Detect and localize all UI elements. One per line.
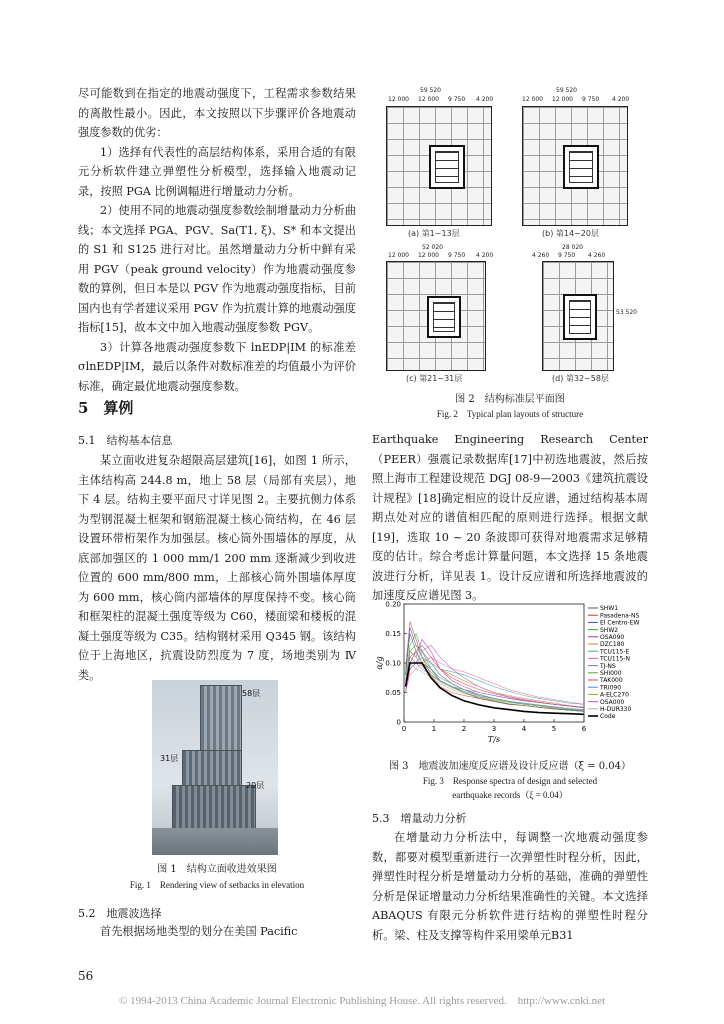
y-tick-label: 0.10	[385, 659, 401, 668]
plan-b	[522, 106, 628, 226]
legend-label: OSA000	[600, 698, 625, 706]
figure-2-plans	[372, 84, 648, 384]
plan-d	[542, 261, 614, 371]
y-tick-label: 0.15	[385, 630, 401, 638]
dim-d-total: 28 020	[562, 244, 583, 251]
dim-a-total: 59 520	[420, 87, 441, 94]
dim-a-3: 9 750	[448, 96, 466, 103]
legend-label: DZC180	[600, 641, 625, 649]
label-58f: 58层	[242, 689, 261, 698]
legend-label: OSA090	[600, 634, 625, 641]
legend-label: TCU115-N	[600, 655, 630, 663]
dim-b-3: 9 750	[582, 96, 600, 103]
dim-c-4: 4 200	[476, 252, 494, 259]
x-tick-label: 6	[581, 725, 587, 733]
plan-c	[386, 261, 486, 371]
copyright-footer: © 1994-2013 China Academic Journal Electronic Publishing House. All rights reserved. http://www.cnki.net	[118, 995, 606, 1007]
legend-label: SHW1	[600, 605, 619, 613]
plan-c-label: (c) 第21~31层	[406, 374, 463, 383]
dim-b-total: 59 520	[556, 87, 577, 94]
label-31f: 31层	[160, 754, 179, 763]
figure-3-chart	[372, 596, 648, 754]
series-line-tcu115-e	[406, 657, 585, 704]
legend-label: H-DUR330	[600, 706, 632, 713]
legend-label: SHI000	[600, 670, 622, 677]
y-tick-label: 0.05	[385, 689, 401, 697]
legend-label: TCU115-E	[600, 648, 630, 656]
legend-label: Pasadena-NS	[600, 612, 640, 620]
subsection-5-1-heading: 5.1 结构基本信息	[78, 434, 173, 447]
plot-area	[375, 601, 587, 745]
x-tick-label: 1	[431, 725, 437, 733]
plan-d-label: (d) 第32~58层	[552, 374, 609, 383]
legend-label: SHW2	[600, 626, 619, 634]
dim-a-1: 12 000	[388, 96, 409, 103]
peer-paragraph: Earthquake Engineering Research Center（PEER）强震记录数据库[17]中初选地震波，然后按照上海市工程建设规范 DGJ 08-9—2003《建筑抗震设计规程》[18]确定相应的设计反应谱，通过结构基本周期点处对应的谱值相匹配的原则进行选择。根据文献[19]，选取 10 ~ 20 条波即可获得对地震需求足够精度的估计。综合考虑计算量问题，本文选择 15 条地震波进行分析，详见表 1。设计反应谱和所选择地震波的加速度反应谱见图 3。	[372, 433, 648, 602]
figure-3-caption-en-1: Fig. 3 Response spectra of design and selected	[422, 776, 598, 786]
dim-c-total: 52 020	[422, 244, 443, 251]
legend-label: El Centro-EW	[600, 619, 640, 627]
plan-a	[386, 106, 492, 226]
dim-a-2: 12 000	[418, 96, 439, 103]
label-20f: 20层	[246, 781, 265, 790]
legend-label: Code	[600, 713, 616, 721]
section-5-1-body	[78, 451, 356, 685]
section-5-2-paragraph: 首先根据场地类型的划分在美国 Pacific	[100, 925, 298, 938]
section-5-2-body	[78, 922, 356, 942]
peer-paragraph-block	[372, 430, 648, 606]
legend-label: TRI090	[600, 684, 622, 692]
dim-b-2: 12 000	[552, 96, 573, 103]
x-axis-label: T/s	[487, 735, 501, 744]
step-3-paragraph: 3）计算各地震动强度参数下 lnEDP|IM 的标准差 σlnEDP|IM，最后以条件对数标准差的均值最小为评价标准，确定最优地震动强度参数。	[78, 340, 356, 393]
figure-3-caption-en-2: earthquake records（ξ = 0.04）	[452, 790, 568, 800]
city-skyline	[152, 828, 278, 855]
x-tick-label: 3	[491, 725, 497, 733]
dim-c-3: 9 750	[448, 252, 466, 259]
figure-2-caption-en: Fig. 2 Typical plan layouts of structure	[436, 409, 584, 419]
left-column	[78, 84, 356, 396]
dim-c-2: 12 000	[418, 252, 439, 259]
dim-c-1: 12 000	[388, 252, 409, 259]
chart-legend	[588, 605, 639, 720]
x-tick-label: 4	[521, 725, 527, 733]
figure-3-caption-cn: 图 3 地震波加速度反应谱及设计反应谱（ξ = 0.04）	[388, 761, 632, 772]
dim-d-3: 4 260	[588, 252, 606, 259]
section-5-1-paragraph: 某立面收进复杂超限高层建筑[16]，如图 1 所示，主体结构高 244.8 m，地上 58 层（局部有夹层），地下 4 层。结构主要平面尺寸详见图 2。主要抗侧力体系为型钢混凝土框架和钢筋混凝土核心筒结构，在 46 层设置环带桁架作为加强层。核心筒外围墙体的厚度，从底部加强区的 1 000 mm/1 200 mm 逐渐减少到收进位置的 600 mm/800 mm，上部核心筒外围墙体厚度为 600 mm，核心筒内部墙体的厚度保持不变。核心筒和框架柱的混凝土强度等级为 C60，楼面梁和楼板的混凝土强度等级为 C35。结构钢材采用 Q345 钢。该结构位于上海地区，抗震设防烈度为 7 度，场地类别为 Ⅳ 类。	[78, 454, 356, 682]
subsection-5-3-heading: 5.3 增量动力分析	[372, 812, 467, 825]
figure-1-caption-en: Fig. 1 Rendering view of setbacks in elevation	[129, 880, 305, 890]
legend-label: TAK000	[600, 677, 623, 685]
dim-b-4: 4 200	[612, 96, 630, 103]
dim-a-4: 4 200	[476, 96, 494, 103]
dim-d-1: 4 260	[532, 252, 550, 259]
x-tick-label: 5	[551, 725, 557, 733]
step-1-paragraph: 1）选择有代表性的高层结构体系，采用合适的有限元分析软件建立弹塑性分析模型，选择输入地震动记录，按照 PGA 比例调幅进行增量动力分析。	[78, 145, 356, 198]
y-tick-label: 0.20	[385, 600, 401, 609]
subsection-5-2-heading: 5.2 地震波选择	[78, 907, 162, 920]
series-line-pasadena-ns	[406, 622, 585, 712]
intro-paragraph: 尽可能数到在指定的地震动强度下，工程需求参数结果的离散性最小。因此，本文按照以下步骤评价各地震动强度参数的优劣：	[78, 87, 356, 139]
figure-1-caption-cn: 图 1 结构立面收进效果图	[157, 864, 277, 875]
y-tick-label: 0	[396, 718, 401, 727]
page-number: 56	[78, 969, 94, 983]
section-5-heading: 5 算例	[78, 399, 134, 417]
dim-d-4: 53 520	[616, 309, 637, 316]
dim-b-1: 12 000	[522, 96, 543, 103]
x-tick-label: 2	[461, 725, 467, 733]
plan-a-label: (a) 第1~13层	[408, 229, 460, 238]
y-axis-label: α/g	[375, 656, 384, 670]
plan-b-label: (b) 第14~20层	[542, 229, 599, 238]
figure-1-rendering	[152, 680, 278, 855]
section-5-3-body	[372, 828, 648, 945]
dim-d-2: 9 750	[558, 252, 576, 259]
figure-2-caption-cn: 图 2 结构标准层平面图	[455, 394, 565, 405]
legend-label: A-ELC270	[600, 691, 629, 699]
legend-label: TJ-NS	[600, 662, 616, 670]
section-5-3-paragraph: 在增量动力分析法中，每调整一次地震动强度参数，都要对模型重新进行一次弹塑性时程分析，因此，弹塑性时程分析是增量动力分析的基础，准确的弹塑性分析是保证增量动力分析结果准确性的关键。本文选择 ABAQUS 有限元分析软件进行结构的弹塑性时程分析。梁、柱及支撑等构件采用梁单元B31	[372, 831, 648, 942]
step-2-paragraph: 2）使用不同的地震动强度参数绘制增量动力分析曲线；本文选择 PGA、PGV、Sa(T1, ξ)、S* 和本文提出的 S1 和 S125 进行对比。虽然增量动力分析中鲜有采用 PGV（peak ground velocity）作为地震动强度参数的算例，但日本是以 PGV 作为地震动强度指标，目前国内也有学者建议采用 PGV 作为抗震计算的地震动强度指标[15]，故本文中加入地震动强度参数 PGV。	[78, 204, 356, 334]
x-tick-label: 0	[401, 725, 407, 733]
